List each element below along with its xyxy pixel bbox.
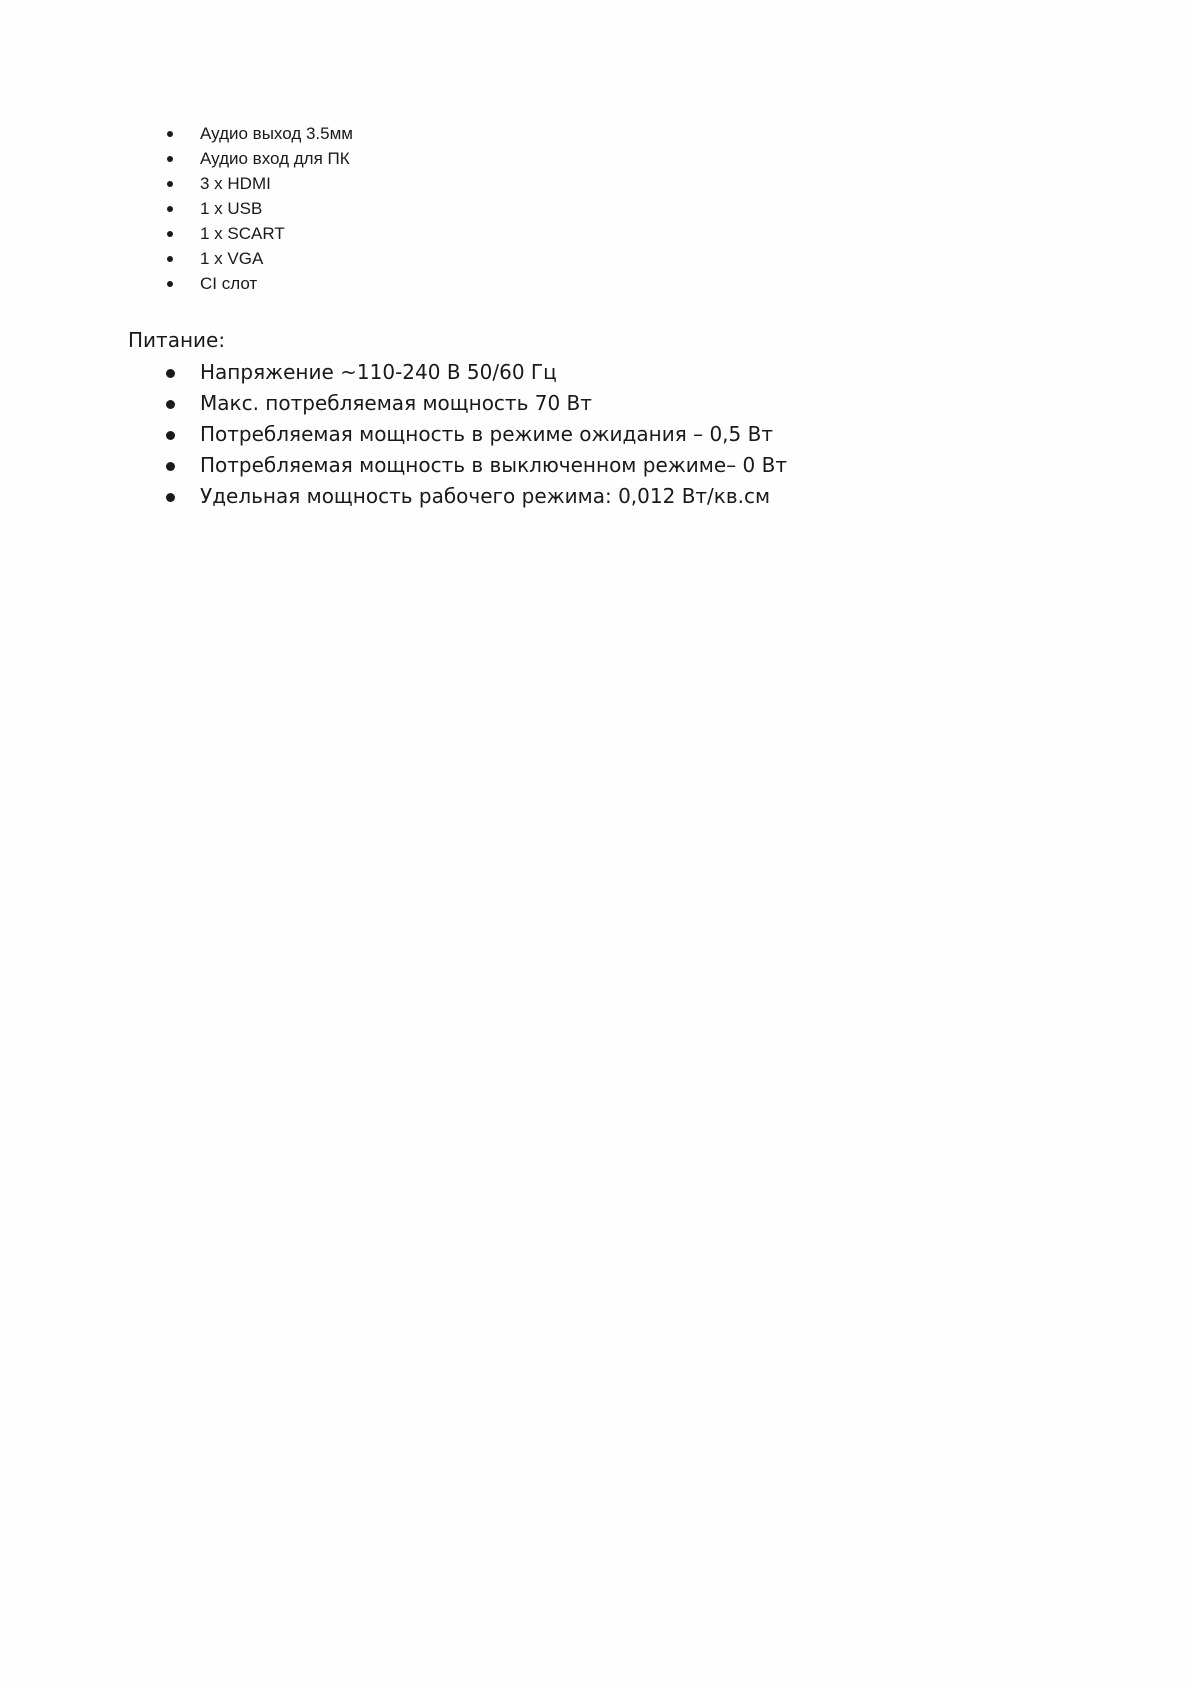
list-item: [200, 121, 353, 146]
list-item-text: 1 x VGA: [200, 249, 264, 268]
list-item-text: Макс. потребляемая мощность 70 Вт: [200, 391, 592, 415]
power-heading: Питание:: [128, 328, 226, 352]
list-item-text: 3 x HDMI: [200, 174, 271, 193]
list-item: [200, 450, 787, 481]
connectors-list: [200, 121, 353, 296]
bullet-icon: [167, 256, 173, 262]
bullet-icon: [167, 156, 173, 162]
list-item: [200, 246, 353, 271]
list-item-text: Потребляемая мощность в выключенном режиме– 0 Вт: [200, 453, 787, 477]
list-item-text: Удельная мощность рабочего режима: 0,012 Вт/кв.см: [200, 484, 771, 508]
list-item: [200, 196, 353, 221]
bullet-icon: [167, 231, 173, 237]
bullet-icon: [167, 181, 173, 187]
list-item-text: CI слот: [200, 274, 258, 293]
list-item-text: Аудио вход для ПК: [200, 149, 350, 168]
list-item: [200, 357, 787, 388]
bullet-icon: [166, 369, 175, 378]
bullet-icon: [167, 131, 173, 137]
list-item-text: 1 x SCART: [200, 224, 285, 243]
power-list: [200, 357, 787, 512]
bullet-icon: [166, 431, 175, 440]
bullet-icon: [166, 462, 175, 471]
bullet-icon: [167, 206, 173, 212]
list-item: [200, 419, 787, 450]
list-item-text: Потребляемая мощность в режиме ожидания – 0,5 Вт: [200, 422, 773, 446]
list-item: [200, 271, 353, 296]
bullet-icon: [166, 493, 175, 502]
bullet-icon: [167, 281, 173, 287]
bullet-icon: [166, 400, 175, 409]
list-item-text: Напряжение ~110-240 В 50/60 Гц: [200, 360, 557, 384]
list-item: [200, 146, 353, 171]
list-item-text: Аудио выход 3.5мм: [200, 124, 353, 143]
list-item-text: 1 x USB: [200, 199, 263, 218]
list-item: [200, 221, 353, 246]
list-item: [200, 481, 787, 512]
list-item: [200, 388, 787, 419]
list-item: [200, 171, 353, 196]
